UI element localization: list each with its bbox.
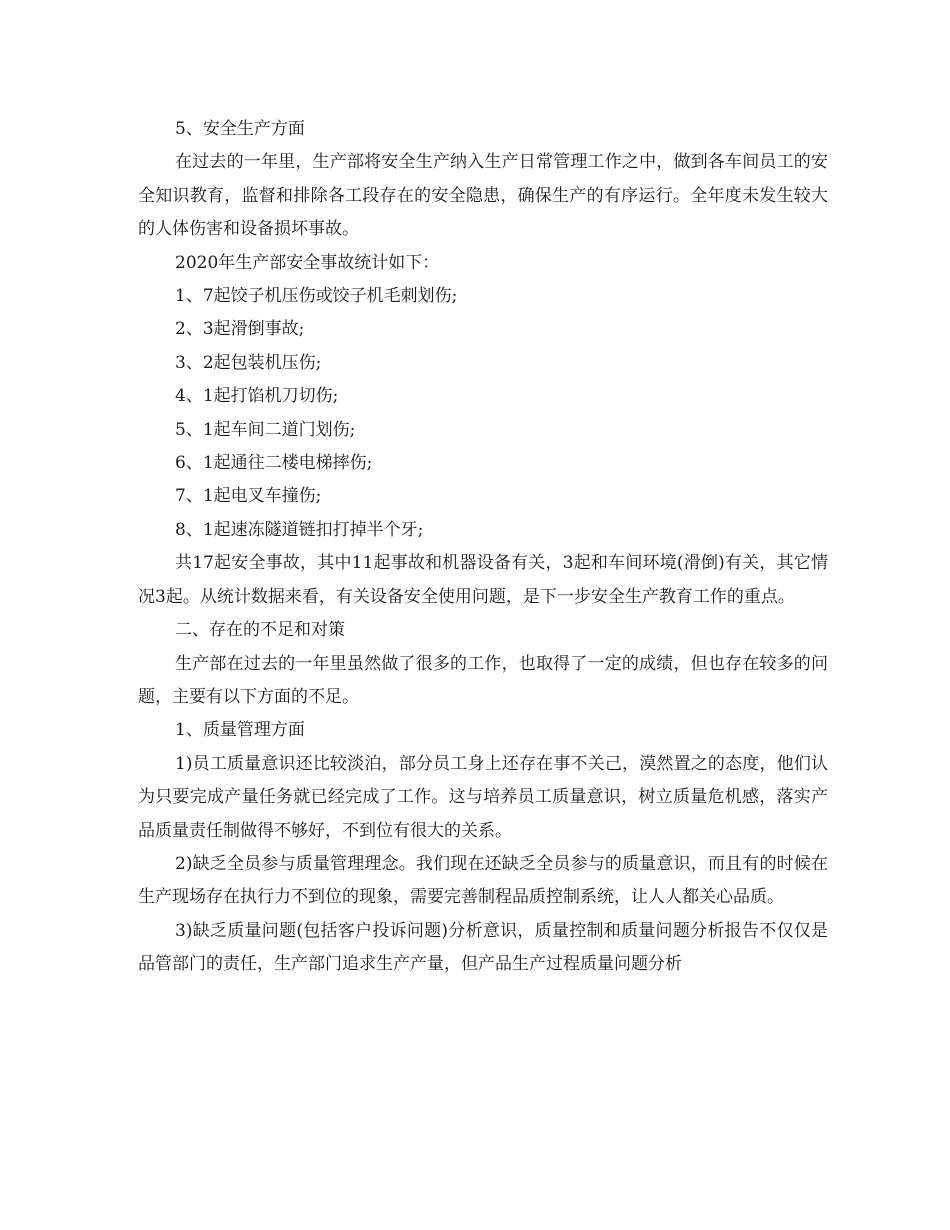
shortcomings-intro-paragraph: 生产部在过去的一年里虽然做了很多的工作，也取得了一定的成绩，但也存在较多的问题，主要有以下方面的不足。: [138, 653, 828, 707]
subheading-quality-management: 1、质量管理方面: [175, 720, 305, 741]
quality-issue-paragraph: 2)缺乏全员参与质量管理理念。我们现在还缺乏全员参与的质量意识，而且有的时候在生产现场存在执行力不到位的现象，需要完善制程品质控制系统，让人人都关心品质。: [138, 853, 828, 908]
accident-list-item: 3、2起包装机压伤;: [175, 352, 322, 373]
accident-list-item: 5、1起车间二道门划伤;: [175, 419, 356, 440]
accident-list-item: 8、1起速冻隧道链扣打掉半个牙;: [175, 519, 424, 540]
accident-list-item: 1、7起饺子机压伤或饺子机毛刺划伤;: [175, 286, 458, 307]
document-body: [138, 113, 828, 982]
accident-list-item: 6、1起通往二楼电梯摔伤;: [175, 453, 373, 474]
accident-total-paragraph: 共17起安全事故，其中11起事故和机器设备有关，3起和车间环境(滑倒)有关，其它情况3起。从统计数据来看，有关设备安全使用问题，是下一步安全生产教育工作的重点。: [138, 553, 828, 607]
accident-list-item: 7、1起电叉车撞伤;: [175, 486, 322, 507]
accident-list-item: 4、1起打馅机刀切伤;: [175, 386, 339, 407]
section-heading-shortcomings: 二、存在的不足和对策: [175, 620, 345, 641]
quality-issue-paragraph: 3)缺乏质量问题(包括客户投诉问题)分析意识，质量控制和质量问题分析报告不仅仅是品管部门的责任，生产部门追求生产产量，但产品生产过程质量问题分析: [138, 920, 828, 975]
section-heading-safety: 5、安全生产方面: [175, 119, 305, 139]
accident-stats-intro: 2020年生产部安全事故统计如下：: [175, 252, 440, 273]
safety-summary-paragraph: 在过去的一年里，生产部将安全生产纳入生产日常管理工作之中，做到各车间员工的安全知识教育，监督和排除各工段存在的安全隐患，确保生产的有序运行。全年度未发生较大的人体伤害和设备损坏事故。: [138, 152, 828, 240]
accident-list-item: 2、3起滑倒事故;: [175, 319, 305, 340]
quality-issue-paragraph: 1)员工质量意识还比较淡泊，部分员工身上还存在事不关己，漠然置之的态度，他们认为只要完成产量任务就已经完成了工作。这与培养员工质量意识，树立质量危机感，落实产品质量责任制做得不够好，不到位有很大的关系。: [138, 753, 828, 841]
